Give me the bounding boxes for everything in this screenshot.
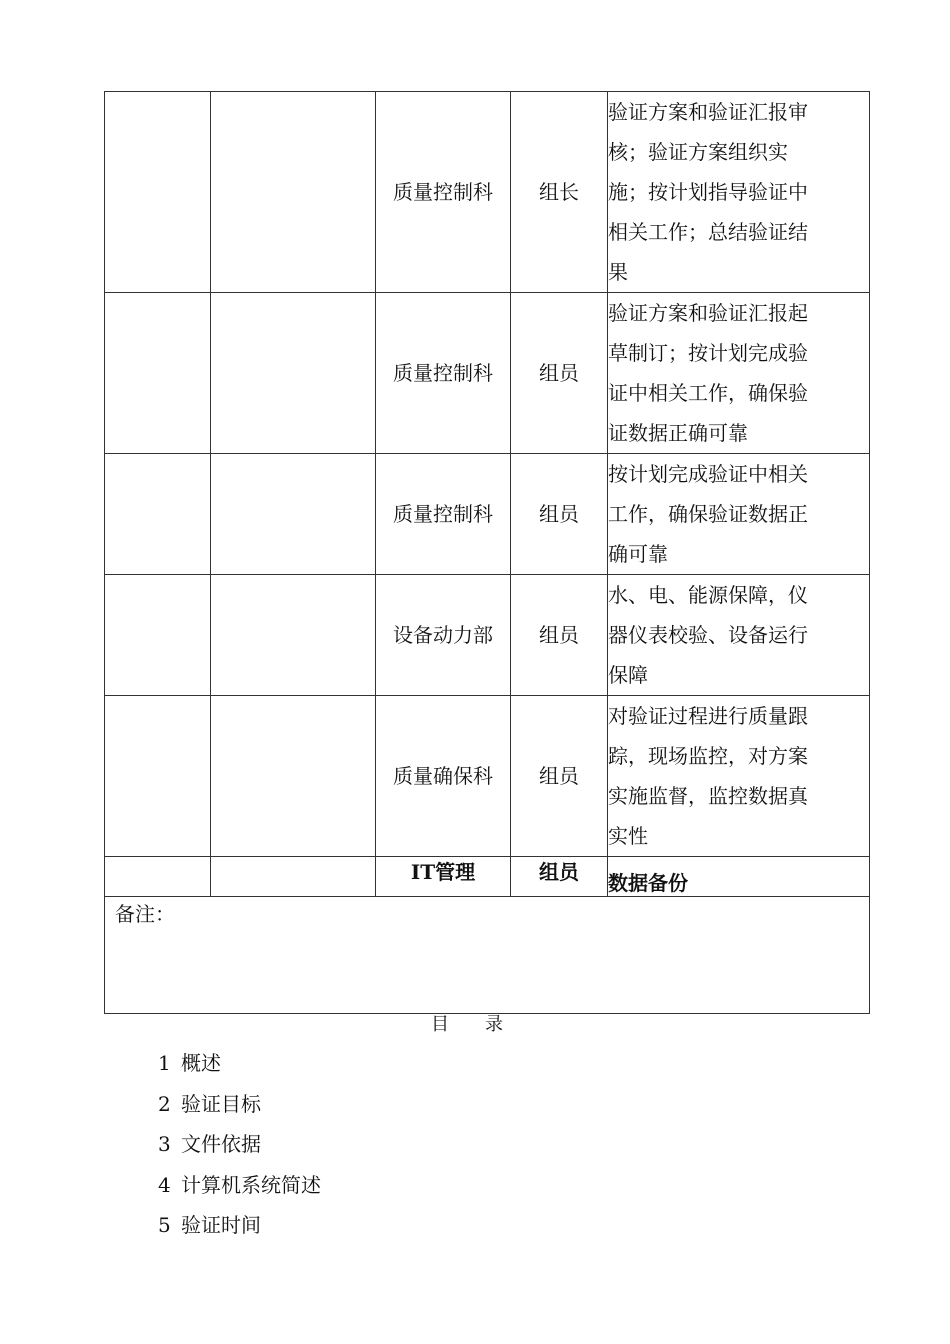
table-row (105, 92, 870, 293)
duty-cell (608, 575, 870, 696)
role-cell: 组员 (511, 454, 608, 575)
remark-label: 备注： (115, 902, 175, 926)
role-cell: 组长 (511, 92, 608, 293)
toc-title: 目录 (431, 1014, 539, 1035)
blank-cell (211, 696, 376, 857)
blank-cell (105, 857, 211, 897)
duty-line: 工作，确保验证数据正 (608, 502, 808, 526)
duty-line: 器仪表校验、设备运行 (608, 623, 808, 647)
table-row (105, 575, 870, 696)
duty-line: 核；验证方案组织实 (608, 140, 788, 164)
toc-item-label: 验证时间 (181, 1213, 261, 1237)
role-cell: 组员 (511, 857, 608, 897)
validation-team-table (104, 91, 870, 1014)
toc-item[interactable] (158, 1124, 321, 1165)
toc-item-label: 文件依据 (181, 1132, 261, 1156)
duty-cell (608, 454, 870, 575)
table-row (105, 696, 870, 857)
toc-item-number: 2 (158, 1091, 171, 1116)
role-cell: 组员 (511, 696, 608, 857)
duty-line: 实施监督，监控数据真 (608, 784, 808, 808)
blank-cell (105, 293, 211, 454)
blank-cell (211, 454, 376, 575)
duty-line: 踪，现场监控，对方案 (608, 744, 808, 768)
toc-item-number: 1 (158, 1051, 171, 1075)
toc-item[interactable] (158, 1043, 321, 1084)
duty-line: 证数据正确可靠 (608, 421, 748, 445)
role-cell: 组员 (511, 575, 608, 696)
duty-line: 证中相关工作，确保验 (608, 381, 808, 405)
table-row (105, 454, 870, 575)
duty-line: 验证方案和验证汇报审 (608, 100, 808, 124)
blank-cell (211, 575, 376, 696)
department-cell: IT管理 (376, 857, 511, 897)
duty-line: 果 (608, 260, 628, 284)
duty-cell (608, 696, 870, 857)
duty-line: 验证方案和验证汇报起 (608, 301, 808, 325)
blank-cell (211, 92, 376, 293)
department-cell: 质量控制科 (376, 293, 511, 454)
blank-cell (105, 454, 211, 575)
duty-line: 保障 (608, 663, 648, 687)
toc-item-number: 3 (158, 1132, 171, 1156)
duty-line: 按计划完成验证中相关 (608, 462, 808, 486)
department-cell: 质量确保科 (376, 696, 511, 857)
toc-item-label: 计算机系统简述 (181, 1172, 321, 1197)
blank-cell (105, 575, 211, 696)
duty-line: 实性 (608, 824, 648, 848)
table-row-it (105, 857, 870, 897)
toc-item[interactable] (158, 1165, 321, 1206)
table-of-contents (158, 1043, 321, 1246)
department-cell: 质量控制科 (376, 92, 511, 293)
department-cell: 设备动力部 (376, 575, 511, 696)
blank-cell (105, 92, 211, 293)
department-cell: 质量控制科 (376, 454, 511, 575)
toc-item-label: 概述 (181, 1051, 221, 1075)
remark-row (105, 897, 870, 1014)
duty-line: 相关工作；总结验证结 (608, 220, 808, 244)
duty-cell: 数据备份 (608, 857, 870, 897)
remark-cell (105, 897, 870, 1014)
duty-line: 对验证过程进行质量跟 (608, 704, 808, 728)
toc-item-label: 验证目标 (181, 1091, 261, 1116)
table-row (105, 293, 870, 454)
duty-line: 草制订；按计划完成验 (608, 341, 808, 365)
toc-item-number: 5 (158, 1213, 171, 1237)
blank-cell (211, 857, 376, 897)
toc-item-number: 4 (158, 1172, 171, 1197)
duty-cell (608, 92, 870, 293)
toc-item[interactable] (158, 1205, 321, 1246)
duty-cell (608, 293, 870, 454)
duty-line: 确可靠 (608, 542, 668, 566)
toc-item[interactable] (158, 1084, 321, 1125)
duty-line: 水、电、能源保障，仪 (608, 583, 808, 607)
blank-cell (105, 696, 211, 857)
blank-cell (211, 293, 376, 454)
role-cell: 组员 (511, 293, 608, 454)
duty-line: 施；按计划指导验证中 (608, 180, 808, 204)
